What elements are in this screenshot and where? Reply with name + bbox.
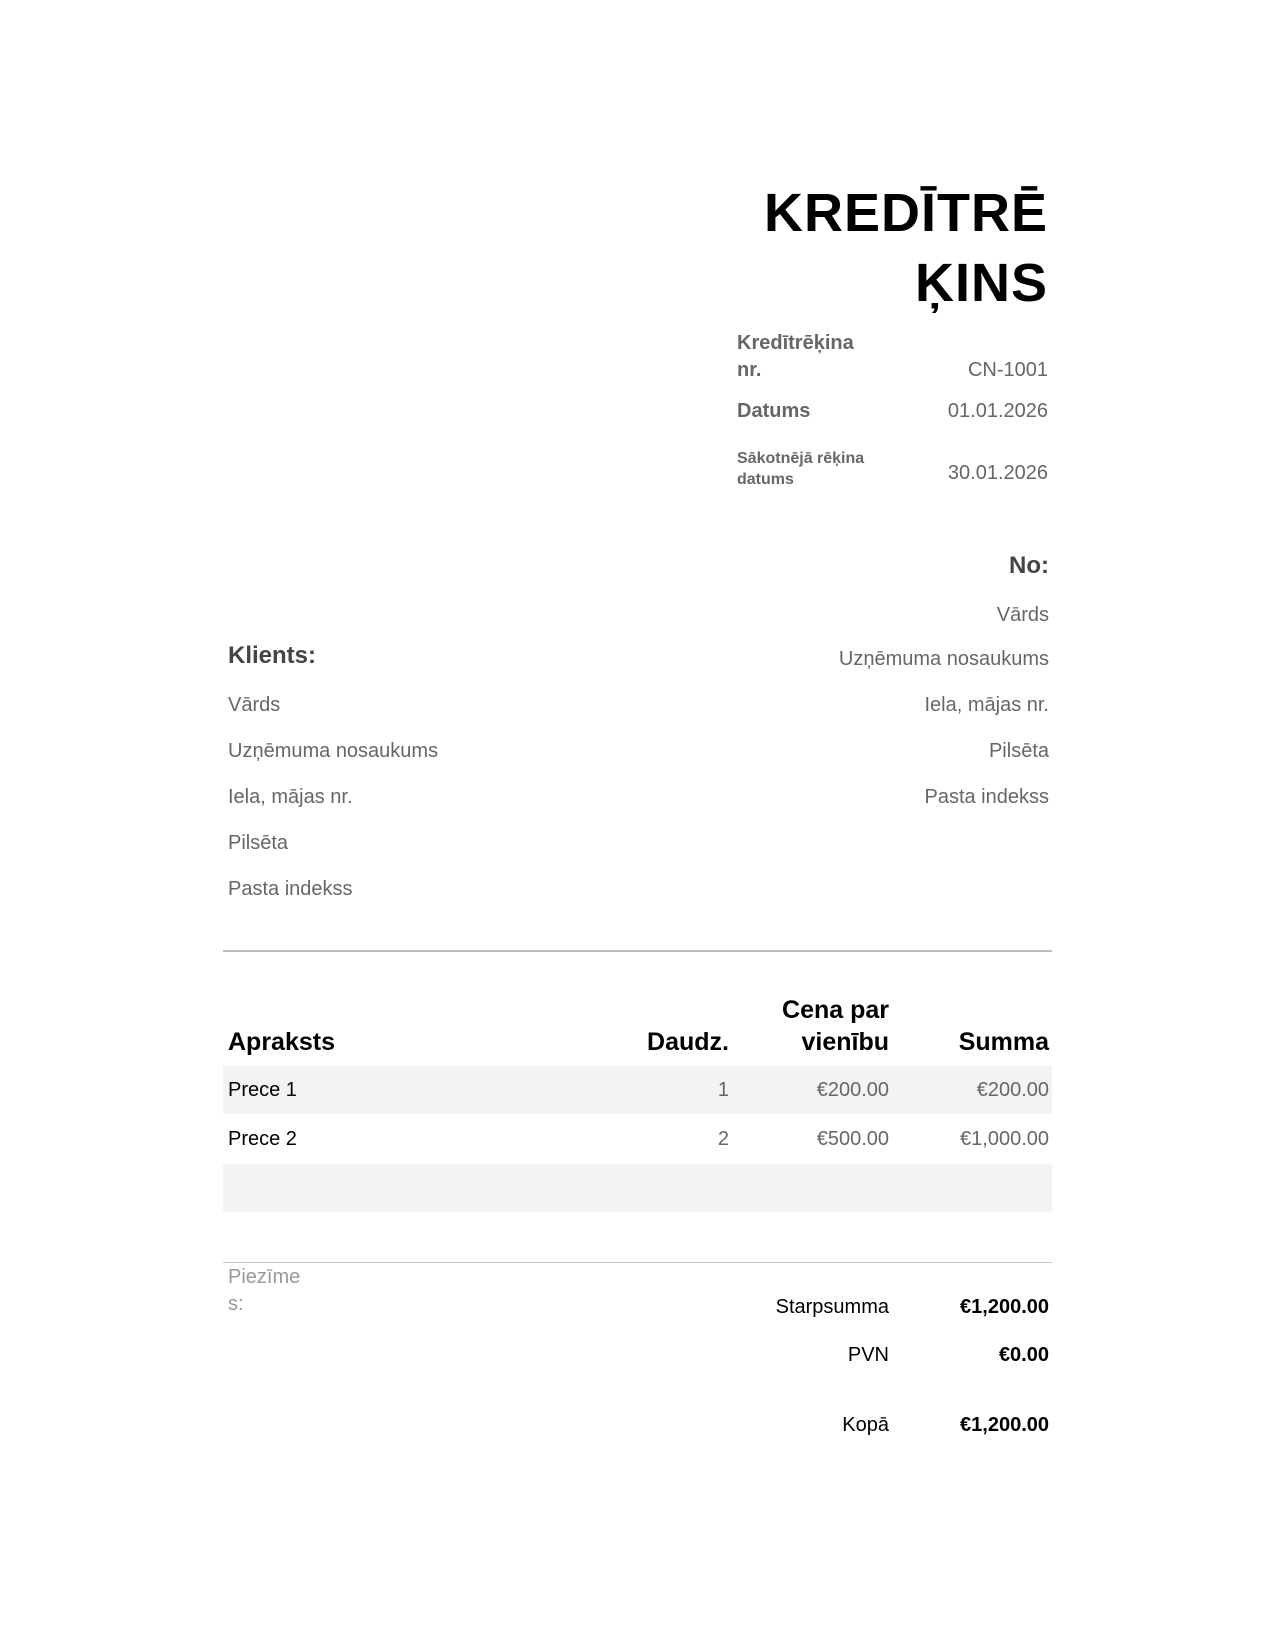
from-postal: Pasta indekss xyxy=(924,786,1049,808)
total-label: Kopā xyxy=(842,1414,889,1436)
row-2-unit-price: €500.00 xyxy=(816,1128,889,1150)
from-city: Pilsēta xyxy=(988,740,1049,762)
from-company: Uzņēmuma nosaukums xyxy=(838,648,1049,670)
total-value: €1,200.00 xyxy=(960,1414,1049,1436)
meta-date-label: Datums xyxy=(737,400,811,422)
row-2-description: Prece 2 xyxy=(228,1128,297,1150)
title-line-1: KREDĪTRĒ xyxy=(763,183,1048,243)
meta-date-value: 01.01.2026 xyxy=(947,400,1048,422)
meta-number-label: Kredītrēķina nr. xyxy=(737,332,854,381)
client-name: Vārds xyxy=(228,694,281,716)
meta-original-date-value: 30.01.2026 xyxy=(947,462,1048,484)
row-2-amount: €1,000.00 xyxy=(960,1128,1049,1150)
row-1-description: Prece 1 xyxy=(228,1079,297,1101)
col-header-description: Apraksts xyxy=(228,1028,335,1056)
document-title xyxy=(700,178,1048,318)
meta-original-date xyxy=(737,448,1048,492)
row-1-quantity: 1 xyxy=(717,1079,729,1101)
from-name: Vārds xyxy=(996,604,1049,626)
from-street: Iela, mājas nr. xyxy=(924,694,1049,716)
col-header-unit-price: Cena par vienību xyxy=(782,996,889,1056)
vat-label: PVN xyxy=(847,1344,889,1366)
meta-number xyxy=(737,330,1048,380)
meta-number-value: CN-1001 xyxy=(967,359,1048,381)
client-city: Pilsēta xyxy=(228,832,289,854)
from-heading: No: xyxy=(1009,552,1049,579)
table-row xyxy=(223,1066,1052,1114)
client-postal: Pasta indekss xyxy=(228,878,353,900)
meta-original-date-label: Sākotnējā rēķina datums xyxy=(737,450,865,488)
row-1-amount: €200.00 xyxy=(976,1079,1049,1101)
row-2-quantity: 2 xyxy=(717,1128,729,1150)
section-divider xyxy=(223,950,1052,952)
row-1-unit-price: €200.00 xyxy=(816,1079,889,1101)
totals-divider xyxy=(223,1262,1052,1263)
vat-value: €0.00 xyxy=(998,1344,1049,1366)
col-header-quantity: Daudz. xyxy=(647,1028,729,1056)
client-company: Uzņēmuma nosaukums xyxy=(228,740,439,762)
client-street: Iela, mājas nr. xyxy=(228,786,353,808)
subtotal-value: €1,200.00 xyxy=(960,1296,1049,1318)
table-row xyxy=(223,1115,1052,1163)
notes-label: Piezīme s: xyxy=(228,1266,301,1315)
col-header-amount: Summa xyxy=(958,1028,1049,1056)
title-line-2: ĶINS xyxy=(914,253,1048,313)
subtotal-label: Starpsumma xyxy=(775,1296,889,1318)
table-row-empty xyxy=(223,1164,1052,1212)
meta-date xyxy=(737,398,1048,428)
client-heading: Klients: xyxy=(228,642,317,669)
